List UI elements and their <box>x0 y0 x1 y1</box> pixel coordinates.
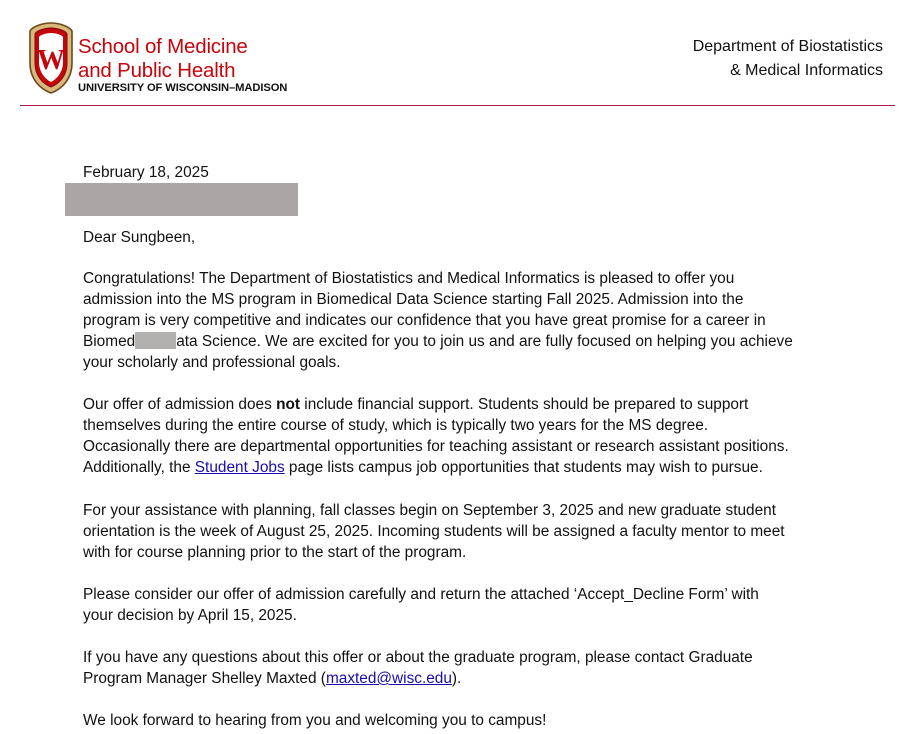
paragraph-planning <box>83 500 863 563</box>
paragraph-line: Please consider our offer of admission carefully and return the attached ‘Accept_Decline Form’ with <box>83 586 759 603</box>
paragraph-line: your decision by April 15, 2025. <box>83 607 297 624</box>
school-name-line-2: and Public Health <box>78 59 236 82</box>
paragraph-line <box>83 331 863 352</box>
bold-emphasis: not <box>276 396 300 413</box>
uw-crest-logo-icon <box>26 21 76 95</box>
department-name-line-1: Department of Biostatistics <box>692 38 883 55</box>
header-divider <box>20 105 895 106</box>
school-name <box>78 35 248 83</box>
paragraph-line <box>83 668 863 689</box>
crest-letter: W <box>37 45 65 76</box>
paragraph-line: For your assistance with planning, fall classes begin on September 3, 2025 and new graduate student <box>83 502 777 519</box>
paragraph-line: We look forward to hearing from you and welcoming you to campus! <box>83 712 547 729</box>
text-segment: ). <box>451 670 462 687</box>
paragraph-line <box>83 394 863 415</box>
redacted-address-block <box>65 183 298 216</box>
email-link[interactable]: maxted@wisc.edu <box>325 670 452 687</box>
text-segment: Additionally, the <box>83 459 195 476</box>
paragraph-line: Occasionally there are departmental opportunities for teaching assistant or research assistant positions. <box>83 438 789 455</box>
paragraph-line: orientation is the week of August 25, 2025. Incoming students will be assigned a faculty mentor to meet <box>83 523 785 540</box>
paragraph-line: themselves during the entire course of study, which is typically two years for the MS degree. <box>83 417 709 434</box>
paragraph-financial-support <box>83 394 863 478</box>
letter-date: February 18, 2025 <box>83 164 209 181</box>
paragraph-line: If you have any questions about this offer or about the graduate program, please contact Graduate <box>83 649 753 666</box>
text-segment: include financial support. Students should be prepared to support <box>300 396 749 413</box>
paragraph-line: admission into the MS program in Biomedical Data Science starting Fall 2025. Admission into the <box>83 291 744 308</box>
paragraph-line <box>83 457 863 478</box>
paragraph-accept-decline <box>83 584 863 626</box>
department-name-line-2: & Medical Informatics <box>730 62 883 79</box>
paragraph-line: with for course planning prior to the start of the program. <box>83 544 467 561</box>
text-segment: Our offer of admission does <box>83 396 277 413</box>
inline-redaction <box>135 332 176 349</box>
text-segment: Program Manager Shelley Maxted ( <box>83 670 326 687</box>
paragraph-line: Congratulations! The Department of Biostatistics and Medical Informatics is pleased to offer you <box>83 270 735 287</box>
paragraph-line: program is very competitive and indicates our confidence that you have great promise for a career in <box>83 312 766 329</box>
paragraph-contact <box>83 647 863 689</box>
university-name: UNIVERSITY OF WISCONSIN–MADISON <box>78 82 288 94</box>
paragraph-congratulations <box>83 268 863 373</box>
paragraph-closing <box>83 710 863 731</box>
paragraph-line: your scholarly and professional goals. <box>83 354 341 371</box>
letterhead <box>0 0 913 108</box>
text-segment: Biomed <box>83 333 136 350</box>
salutation: Dear Sungbeen, <box>83 229 196 246</box>
text-segment: page lists campus job opportunities that students may wish to pursue. <box>284 459 763 476</box>
student-jobs-link[interactable]: Student Jobs <box>194 459 285 476</box>
school-name-line-1: School of Medicine <box>78 35 248 58</box>
text-segment: ata Science. We are excited for you to join us and are fully focused on helping you achieve <box>176 333 793 350</box>
department-name <box>693 35 883 83</box>
